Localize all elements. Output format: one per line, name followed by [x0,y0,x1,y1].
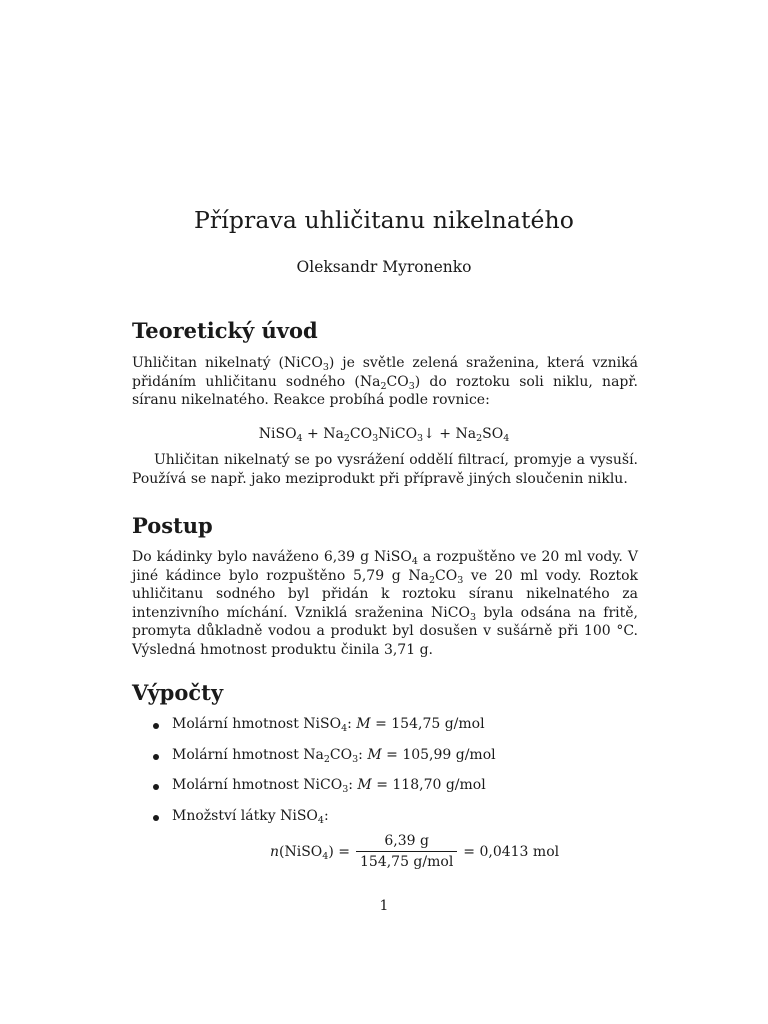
page-title: Příprava uhličitanu nikelnatého [194,206,574,234]
page-number: 1 [379,898,389,914]
bullet-icon [153,815,159,821]
reaction-equation: NiSO$_4$ + $Na_2CO_3NiCO_3↓ + Na_2SO_4$ [258,426,510,444]
author-name: Oleksandr Myronenko [296,258,472,276]
section-heading-intro: Teoretický úvod [132,318,318,343]
list-item [132,716,652,747]
procedure-paragraph: Do kádinky bylo naváženo 6,39 g NiSO$_4$ a rozpuštěno ve 20 ml vody. V jiné kádince bylo rozpuštěno 5,79 g $Na_2CO_3$ ve 20 ml vody. Roztok uhličitanu sodného byl přidán k roztoku síranu nikelnatého za intenzivního míchání. Vzniklá sraženina NiCO$_3$ byla odsána na fritě, promyta důkladně vodou a produkt byl dosušen v sušárně při 100 °C. Výsledná hmotnost produktu činila 3,71 g. [132,549,639,658]
bullet-icon [153,723,159,729]
calculations-list [132,716,652,838]
equation-lhs: n(NiSO$_4$) = [270,843,350,862]
amount-equation [270,833,559,870]
list-item [132,747,652,778]
list-item [132,777,652,808]
section-heading-procedure: Postup [132,513,213,538]
fraction [356,833,457,870]
list-item-text: Molární hmotnost $Na_2CO_3$: M = 105,99 g/mol [172,746,496,765]
list-item-text: Množství látky NiSO$_4$: [172,807,329,826]
list-item-text: Molární hmotnost NiCO$_3$: M = 118,70 g/mol [172,777,486,795]
intro-paragraph: Uhličitan nikelnatý (NiCO$_3$) je světle zelená sraženina, která vzniká přidáním uhličitanu sodného $(Na_2CO_3)$ do roztoku soli niklu, např. síranu nikelnatého. Reakce probíhá podle rovnice: [132,355,638,409]
equation-rhs: = 0,0413 mol [463,843,560,860]
fraction-numerator: 6,39 g [384,833,429,849]
intro-paragraph-2: Uhličitan nikelnatý se po vysrážení oddělí filtrací, promyje a vysuší. Používá se např. jako meziprodukt při přípravě jiných sloučenin niklu. [132,452,638,487]
section-heading-calculations: Výpočty [132,680,224,705]
fraction-denominator: 154,75 g/mol [356,851,457,870]
bullet-icon [153,754,159,760]
bullet-icon [153,784,159,790]
list-item-text: Molární hmotnost NiSO$_4$: M = 154,75 g/mol [172,716,485,734]
